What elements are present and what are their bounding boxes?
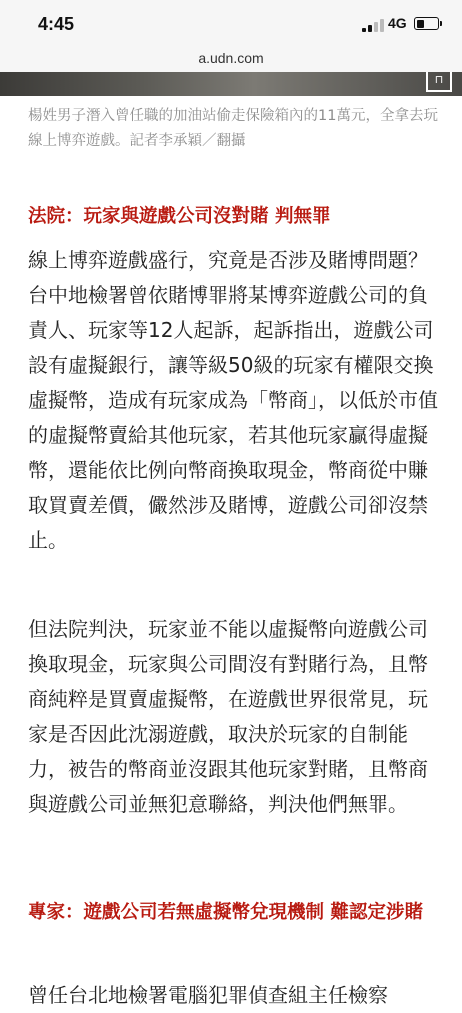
network-type: 4G	[388, 15, 407, 31]
article-paragraph: 線上博弈遊戲盛行，究竟是否涉及賭博問題？台中地檢署曾依賭博罪將某博弈遊戲公司的負責人、玩家等12人起訴，起訴指出，遊戲公司設有虛擬銀行，讓等級50級的玩家有權限交換虛擬幣，造成有玩家成為「幣商」，以低於市值的虛擬幣賣給其他玩家，若其他玩家贏得虛擬幣，還能依比例向幣商換取現金，幣商從中賺取買賣差價，儼然涉及賭博，遊戲公司卻沒禁止。	[28, 248, 438, 552]
article-photo[interactable]	[0, 72, 462, 96]
article-paragraph: 曾任台北地檢署電腦犯罪偵查組主任檢察	[28, 983, 388, 1007]
photo-caption: 楊姓男子潛入曾任職的加油站偷走保險箱內的11萬元，全拿去玩線上博弈遊戲。記者李承穎／翻攝	[28, 108, 438, 149]
article-paragraph: 但法院判決，玩家並不能以虛擬幣向遊戲公司換取現金，玩家與公司間沒有對賭行為，且幣商純粹是買賣虛擬幣，在遊戲世界很常見，玩家是否因此沈溺遊戲，取決於玩家的自制能力，被告的幣商並沒跟其他玩家對賭，且幣商與遊戲公司並無犯意聯絡，判決他們無罪。	[28, 617, 428, 816]
cellular-signal-icon	[362, 18, 384, 32]
url-text[interactable]: a.udn.com	[198, 50, 264, 66]
section-heading-court: 法院：玩家與遊戲公司沒對賭 判無罪	[28, 206, 331, 227]
status-bar	[0, 0, 462, 44]
status-time: 4:45	[38, 14, 75, 34]
battery-icon	[414, 17, 439, 30]
section-heading-expert: 專家：遊戲公司若無虛擬幣兌現機制 難認定涉賭	[28, 902, 423, 923]
expand-icon[interactable]: ⊓	[426, 72, 452, 92]
